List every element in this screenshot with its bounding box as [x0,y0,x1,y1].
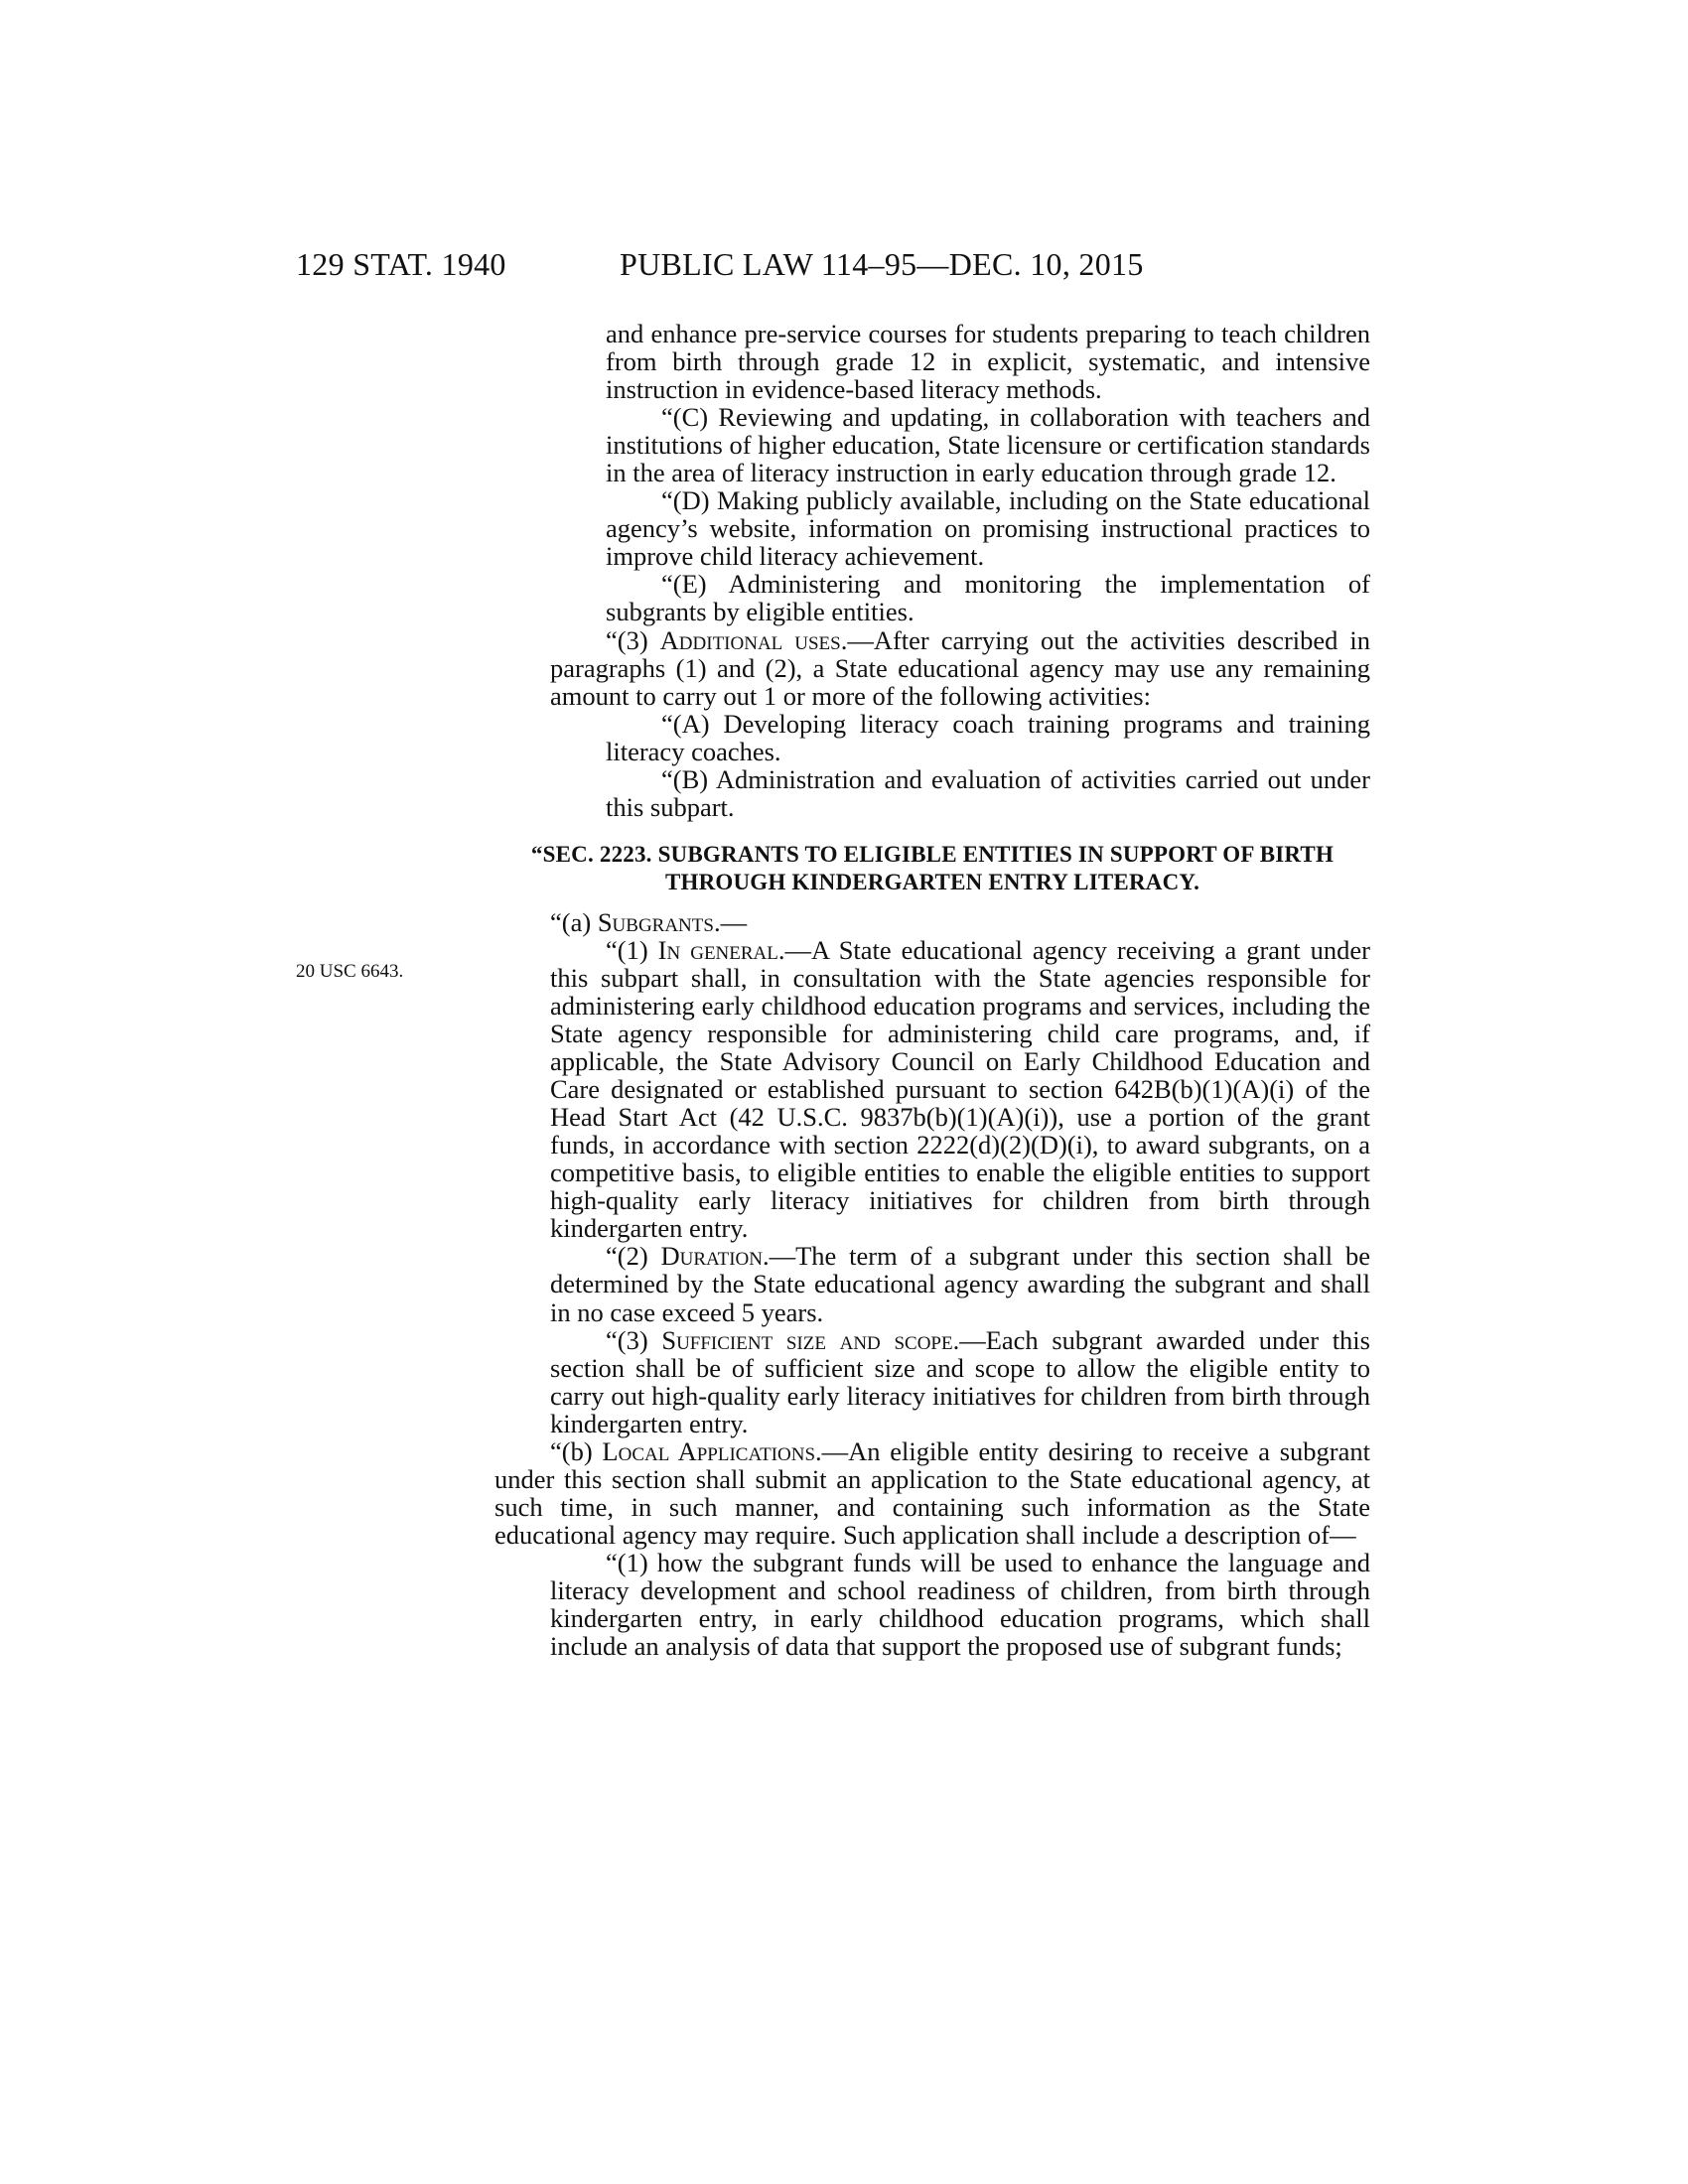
paragraph-c: “(C) Reviewing and updating, in collaboration with teachers and institutions of higher education, State licensure or certification standards in the area of literacy instruction in early education through grade 12. [606,402,1370,488]
document-body [494,320,1370,1660]
subsection-a-1-text: .—A State educational agency receiving a grant under this subpart shall, in consultation with the State agencies responsible for administering early childhood education programs and services, including the State agency responsible for administering child care programs, and, if applicable, the State Advisory Council on Early Childhood Education and Care designated or established pursuant to section 642B(b)(1)(A)(i) of the Head Start Act (42 U.S.C. 9837b(b)(1)(A)(i)), use a portion of the grant funds, in accordance with section 2222(d)(2)(D)(i), to award subgrants, on a competitive basis, to eligible entities to enable the eligible entities to support high-quality early literacy initiatives for children from birth through kindergarten entry. [550,934,1371,1244]
subsection-b [494,1437,1370,1549]
paragraph-continuation: and enhance pre-service courses for students preparing to teach children from birth through grade 12 in explicit, systematic, and intensive instruction in evidence-based literacy methods. [606,319,1370,405]
subsection-a [494,908,1370,936]
subsection-a-3-lead: “(3) [606,1324,662,1355]
subsection-b-text: .—An eligible entity desiring to receive a subgrant under this section shall submit an application to the State educational agency, at such time, in such manner, and containing such information as the State educational agency may require. Such application shall include a description of— [494,1435,1370,1550]
paragraph-3-heading: Additional uses [659,624,841,655]
statute-page-number: 129 STAT. 1940 [296,246,506,282]
subsection-a-2 [494,1242,1370,1325]
subsection-a-1 [494,936,1370,1243]
paragraph-3 [494,626,1370,710]
subsection-a-3-text: .—Each subgrant awarded under this section shall be of sufficient size and scope to allow the eligible entity to carry out high-quality early literacy initiatives for children from birth through kindergarten entry. [550,1324,1370,1438]
subsection-b-1: “(1) how the subgrant funds will be used to enhance the language and literacy development and school readiness of children, from birth through kindergarten entry, in early childhood education programs, which shall include an analysis of data that support the proposed use of subgrant funds; [550,1547,1370,1662]
subsection-a-2-text: .—The term of a subgrant under this section shall be determined by the State educational agency awarding the subgrant and shall in no case exceed 5 years. [550,1241,1370,1327]
law-title: PUBLIC LAW 114–95—DEC. 10, 2015 [620,246,1144,282]
section-heading [494,841,1370,896]
subsection-a-lead: “(a) [550,906,598,937]
subsection-a-2-lead: “(2) [606,1241,661,1272]
paragraph-3-lead: “(3) [606,624,660,655]
subsection-a-1-heading: In general [657,934,778,965]
paragraph-3-a: “(A) Developing literacy coach training programs and training literacy coaches. [606,708,1370,766]
subsection-b-lead: “(b) [550,1435,603,1466]
paragraph-3-text: .—After carrying out the activities described in paragraphs (1) and (2), a State educational agency may use any remaining amount to carry out 1 or more of the following activities: [550,624,1370,711]
subsection-a-2-heading: Duration [660,1241,763,1272]
subsection-a-3-heading: Sufficient size and scope [661,1324,953,1355]
page-header [296,246,1365,290]
section-heading-line-1: “SEC. 2223. SUBGRANTS TO ELIGIBLE ENTITIES IN SUPPORT OF BIRTH [530,841,1335,867]
subsection-a-heading: Subgrants [597,906,714,937]
subsection-b-heading: Local Applications [602,1435,816,1466]
subsection-a-1-lead: “(1) [606,934,658,965]
paragraph-d: “(D) Making publicly available, including on the State educational agency’s website, information on promising instructional practices to improve child literacy achievement. [606,485,1370,572]
subsection-a-3 [494,1326,1370,1437]
section-heading-line-2: THROUGH KINDERGARTEN ENTRY LITERACY. [664,869,1200,894]
paragraph-e: “(E) Administering and monitoring the implementation of subgrants by eligible entities. [606,569,1370,627]
margin-note-usc: 20 USC 6643. [296,961,404,982]
paragraph-3-b: “(B) Administration and evaluation of activities carried out under this subpart. [606,763,1370,822]
subsection-a-tail: .— [713,906,748,937]
